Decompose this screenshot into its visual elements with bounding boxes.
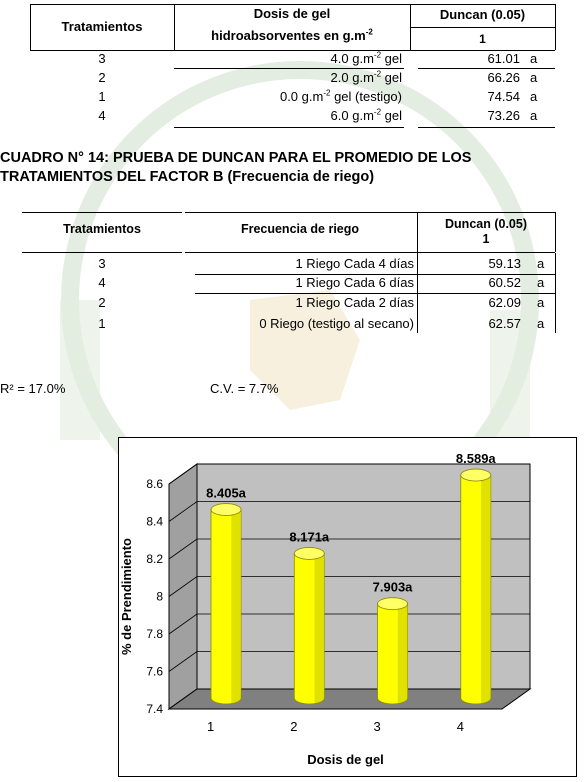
bar-shade — [315, 553, 325, 703]
y-axis-title: % de Prendimiento — [119, 537, 134, 656]
col-header-treatment-b: Tratamientos — [63, 222, 141, 236]
y-tick-label: 8 — [156, 589, 163, 604]
r-squared-label: R² = 17.0% — [0, 381, 66, 396]
col-header-duncan-b: Duncan (0.05) — [445, 217, 527, 231]
x-tick-label: 4 — [456, 719, 464, 734]
data-label: 8.405a — [206, 485, 246, 501]
bar-top — [461, 469, 491, 481]
y-tick-label: 8.6 — [146, 477, 163, 491]
y-tick-label: 8.2 — [146, 552, 163, 566]
y-tick-label: 7.8 — [146, 627, 163, 641]
x-axis-title: Dosis de gel — [307, 752, 384, 767]
data-label: 7.903a — [372, 579, 413, 595]
col-header-frequency: Frecuencia de riego — [240, 222, 360, 236]
bar-shade — [481, 475, 491, 703]
bar-shade — [398, 604, 408, 704]
data-label: 8.589a — [455, 451, 496, 467]
y-tick-label: 7.4 — [146, 702, 163, 716]
col-header-duncan: Duncan (0.05) — [439, 7, 526, 22]
col-header-duncan-b-sub: 1 — [482, 232, 490, 246]
col-header-dose-line2: hidroabsorventes en $g.m^{-2}$ — [211, 27, 373, 43]
table-caption-line2: TRATAMIENTOS DEL FACTOR B (Frecuencia de riego) — [0, 169, 375, 185]
bar-shade — [231, 510, 241, 704]
y-tick-label: 7.6 — [146, 664, 163, 679]
x-tick-label: 1 — [207, 719, 215, 734]
table-caption-line1: CUADRO N° 14: PRUEBA DE DUNCAN PARA EL PROMEDIO DE LOS — [0, 150, 472, 166]
bar-top — [294, 547, 324, 559]
col-header-dose-line1: Dosis de gel — [253, 6, 331, 21]
bar-top — [211, 504, 241, 516]
y-tick-label: 8.4 — [146, 514, 163, 529]
chart-frame — [118, 437, 577, 777]
col-header-treatment: Tratamientos — [61, 19, 143, 34]
data-label: 8.171a — [289, 529, 330, 545]
x-tick-label: 2 — [290, 719, 298, 734]
bar-top — [378, 598, 408, 610]
cv-label: C.V. = 7.7% — [210, 381, 279, 396]
col-header-duncan-sub: 1 — [479, 32, 486, 46]
x-tick-label: 3 — [373, 719, 381, 734]
bar-chart — [119, 438, 576, 776]
